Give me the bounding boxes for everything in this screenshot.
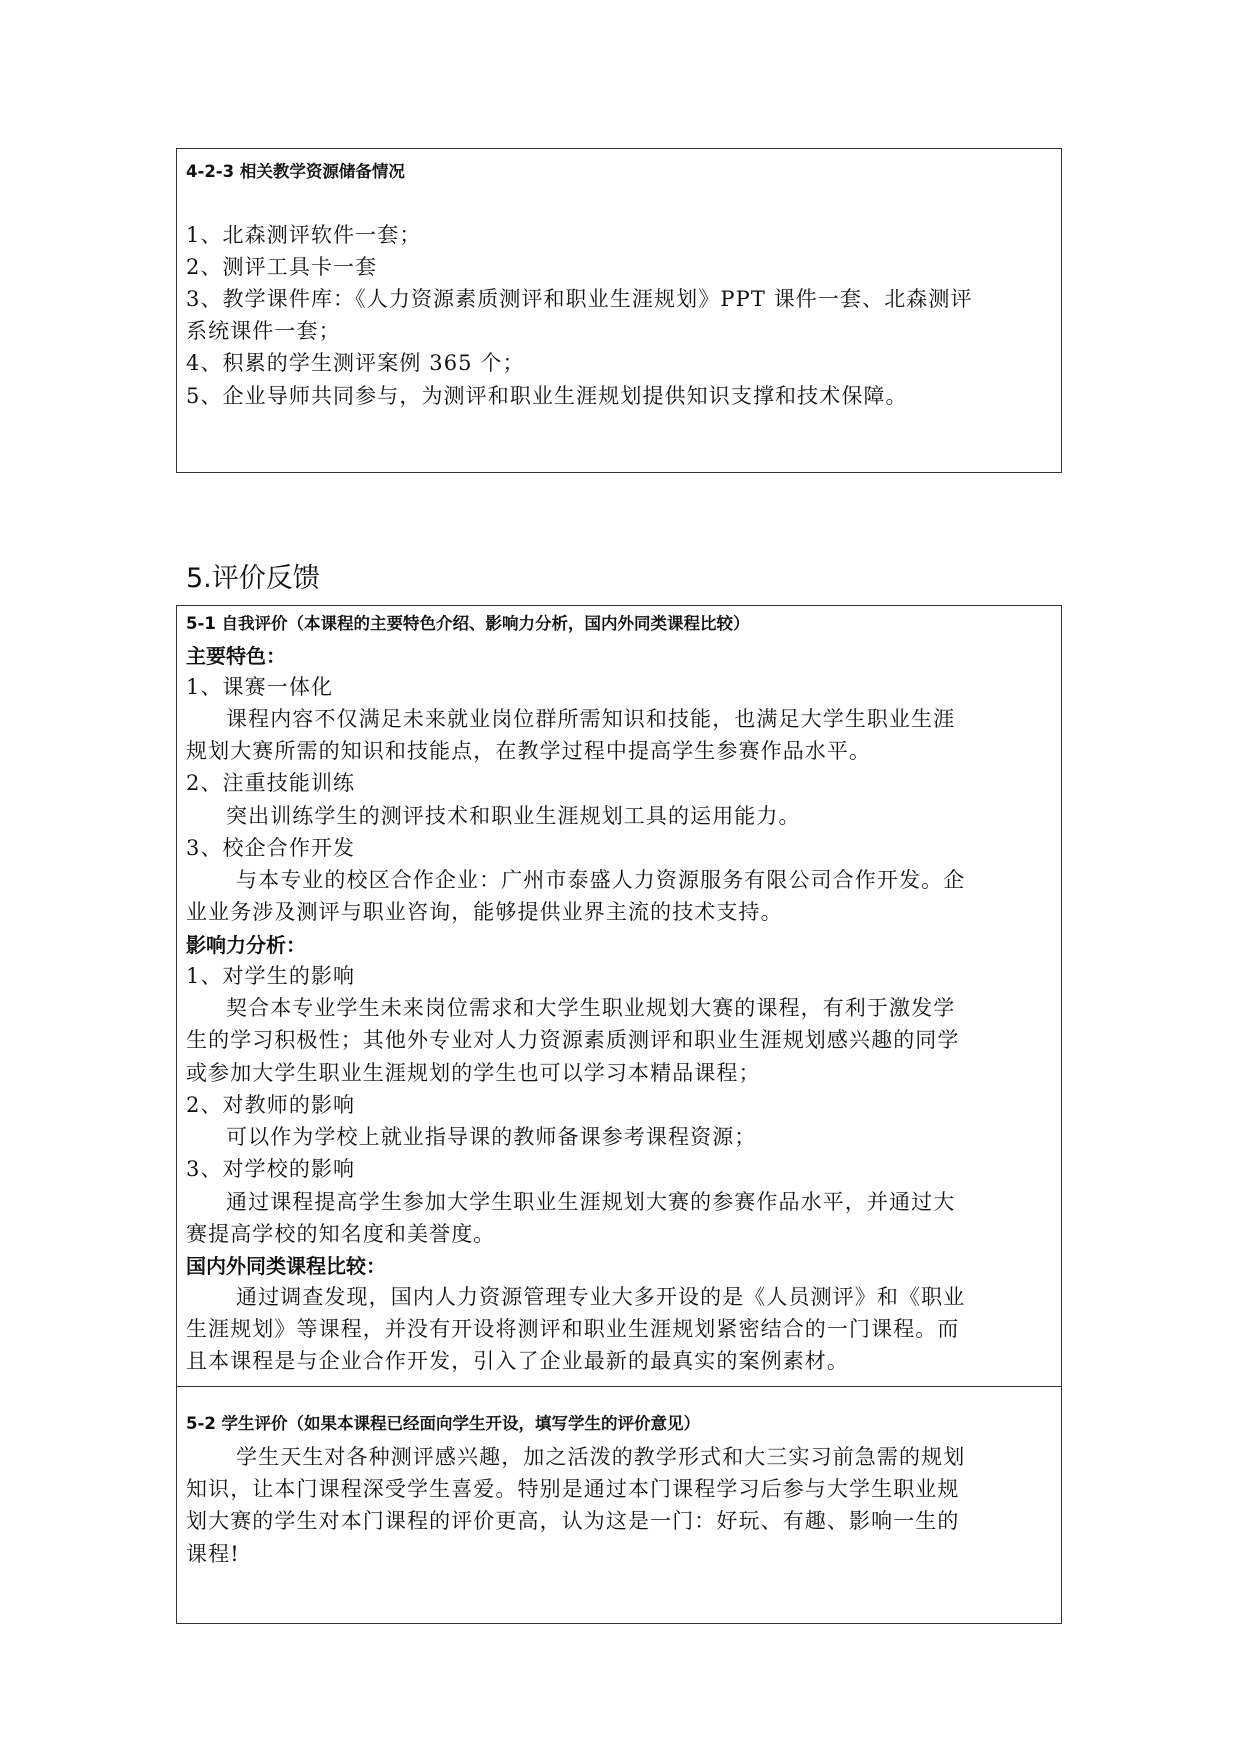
- student-evaluation-heading: 5-2 学生评价（如果本课程已经面向学生开设，填写学生的评价意见）: [186, 1414, 701, 1433]
- resources-heading: 4-2-3 相关教学资源储备情况: [186, 162, 405, 181]
- features-label: 主要特色：: [186, 644, 286, 668]
- resource-line: 系统课件一套；: [186, 319, 341, 343]
- body-line: 生涯规划》等课程，并没有开设将测评和职业生涯规划紧密结合的一门课程。而: [186, 1317, 960, 1341]
- body-line: 3、校企合作开发: [186, 836, 356, 860]
- body-line: 2、对教师的影响: [186, 1093, 356, 1117]
- resource-line: 1、北森测评软件一套；: [186, 223, 422, 247]
- compare-label: 国内外同类课程比较：: [186, 1254, 386, 1278]
- body-line: 课程内容不仅满足未来就业岗位群所需知识和技能，也满足大学生职业生涯: [226, 707, 956, 731]
- body-line: 与本专业的校区合作企业：广州市泰盛人力资源服务有限公司合作开发。企: [236, 868, 966, 892]
- body-line: 可以作为学校上就业指导课的教师备课参考课程资源；: [226, 1125, 757, 1149]
- body-line: 契合本专业学生未来岗位需求和大学生职业规划大赛的课程，有利于激发学: [226, 996, 956, 1020]
- body-line: 划大赛的学生对本门课程的评价更高，认为这是一门：好玩、有趣、影响一生的: [186, 1509, 960, 1533]
- resource-line: 5、企业导师共同参与，为测评和职业生涯规划提供知识支撑和技术保障。: [186, 384, 908, 408]
- impact-label: 影响力分析：: [186, 933, 306, 957]
- body-line: 通过课程提高学生参加大学生职业生涯规划大赛的参赛作品水平，并通过大: [226, 1190, 956, 1214]
- body-line: 知识，让本门课程深受学生喜爱。特别是通过本门课程学习后参与大学生职业规: [186, 1477, 960, 1501]
- body-line: 赛提高学校的知名度和美誉度。: [186, 1222, 496, 1246]
- body-line: 1、对学生的影响: [186, 964, 356, 988]
- section-title: 5.评价反馈: [186, 563, 320, 594]
- body-line: 学生天生对各种测评感兴趣，加之活泼的教学形式和大三实习前急需的规划: [236, 1445, 966, 1469]
- body-line: 1、课赛一体化: [186, 675, 334, 699]
- body-line: 且本课程是与企业合作开发，引入了企业最新的最真实的案例素材。: [186, 1349, 849, 1373]
- body-line: 课程!: [186, 1542, 240, 1566]
- self-evaluation-heading: 5-1 自我评价（本课程的主要特色介绍、影响力分析，国内外同类课程比较）: [186, 614, 750, 633]
- body-line: 通过调查发现，国内人力资源管理专业大多开设的是《人员测评》和《职业: [236, 1285, 966, 1309]
- body-line: 2、注重技能训练: [186, 771, 356, 795]
- body-line: 突出训练学生的测评技术和职业生涯规划工具的运用能力。: [226, 804, 801, 828]
- resource-line: 2、测评工具卡一套: [186, 255, 378, 279]
- resource-line: 4、积累的学生测评案例 365 个；: [186, 351, 525, 375]
- body-line: 规划大赛所需的知识和技能点，在教学过程中提高学生参赛作品水平。: [186, 739, 872, 763]
- body-line: 业业务涉及测评与职业咨询，能够提供业界主流的技术支持。: [186, 900, 783, 924]
- body-line: 生的学习积极性；其他外专业对人力资源素质测评和职业生涯规划感兴趣的同学: [186, 1028, 960, 1052]
- resource-line: 3、教学课件库：《人力资源素质测评和职业生涯规划》PPT 课件一套、北森测评: [186, 287, 973, 311]
- body-line: 3、对学校的影响: [186, 1157, 356, 1181]
- body-line: 或参加大学生职业生涯规划的学生也可以学习本精品课程；: [186, 1061, 761, 1085]
